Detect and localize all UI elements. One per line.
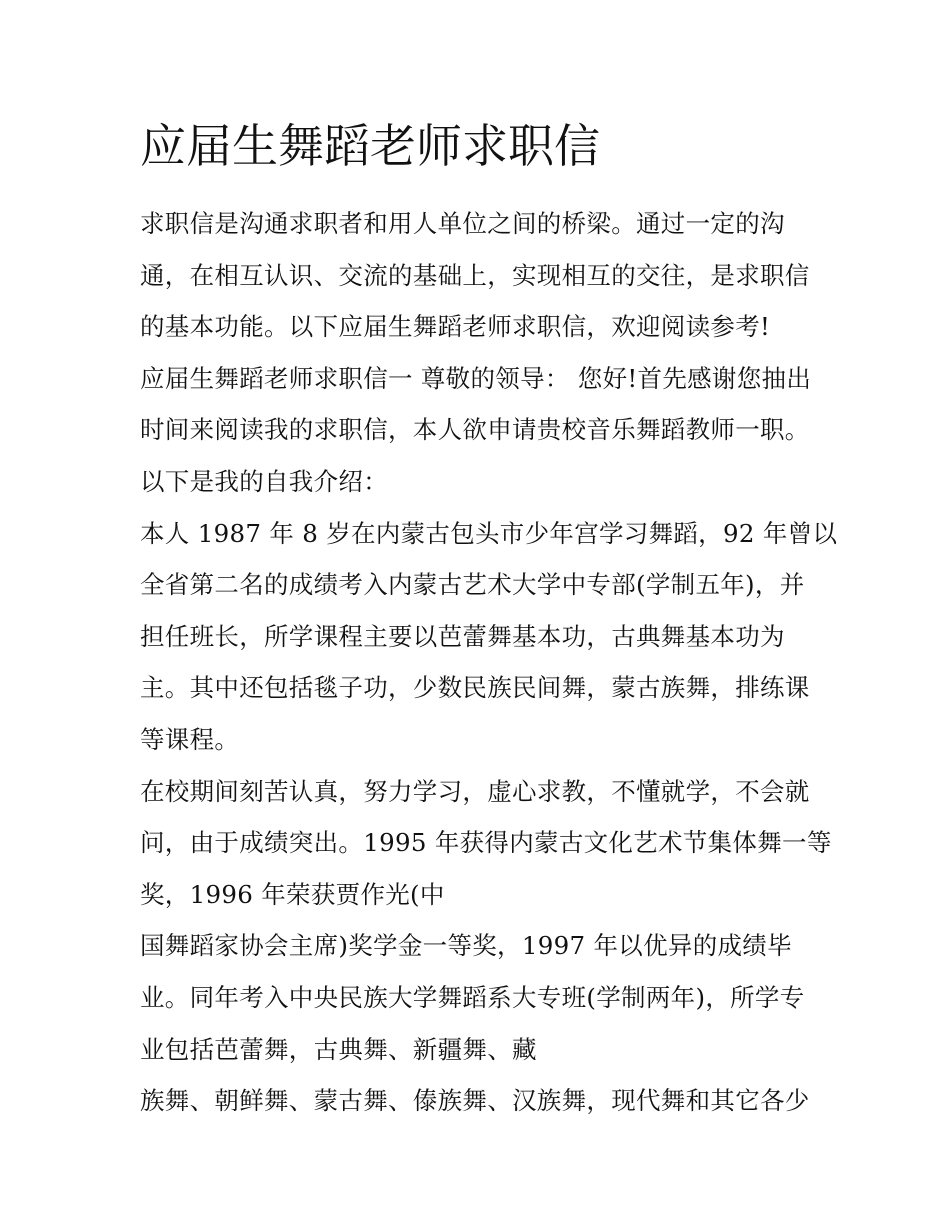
text-line: 求职信是沟通求职者和用人单位之间的桥梁。通过一定的沟	[140, 209, 785, 238]
text-line: 本人 1987 年 8 岁在内蒙古包头市少年宫学习舞蹈，92 年曾以	[140, 518, 838, 548]
text-line: 在校期间刻苦认真，努力学习，虚心求教，不懂就学，不会就	[140, 776, 810, 806]
text-line: 以下是我的自我介绍：	[140, 466, 388, 496]
document-title: 应届生舞蹈老师求职信	[140, 119, 600, 173]
text-line: 奖，1996 年荣获贾作光(中	[140, 879, 445, 909]
document-body	[140, 198, 838, 1127]
text-line: 业。同年考入中央民族大学舞蹈系大专班(学制两年)，所学专	[140, 982, 805, 1012]
text-line: 问，由于成绩突出。1995 年获得内蒙古文化艺术节集体舞一等	[140, 828, 832, 858]
text-line: 国舞蹈家协会主席)奖学金一等奖，1997 年以优异的成绩毕	[140, 931, 792, 961]
text-line: 担任班长，所学课程主要以芭蕾舞基本功，古典舞基本功为	[140, 621, 785, 651]
text-line: 应届生舞蹈老师求职信一 尊敬的领导： 您好!首先感谢您抽出	[140, 363, 812, 393]
text-line: 的基本功能。以下应届生舞蹈老师求职信，欢迎阅读参考!	[140, 312, 771, 342]
text-line: 通，在相互认识、交流的基础上，实现相互的交往，是求职信	[140, 260, 810, 290]
text-line: 全省第二名的成绩考入内蒙古艺术大学中专部(学制五年)，并	[140, 570, 805, 600]
text-line: 主。其中还包括毯子功，少数民族民间舞，蒙古族舞，排练课	[140, 673, 810, 703]
text-line: 时间来阅读我的求职信，本人欲申请贵校音乐舞蹈教师一职。	[140, 415, 810, 445]
text-line: 族舞、朝鲜舞、蒙古舞、傣族舞、汉族舞，现代舞和其它各少	[140, 1086, 810, 1116]
text-line: 等课程。	[140, 724, 240, 754]
text-line: 业包括芭蕾舞，古典舞、新疆舞、藏	[140, 1034, 537, 1064]
